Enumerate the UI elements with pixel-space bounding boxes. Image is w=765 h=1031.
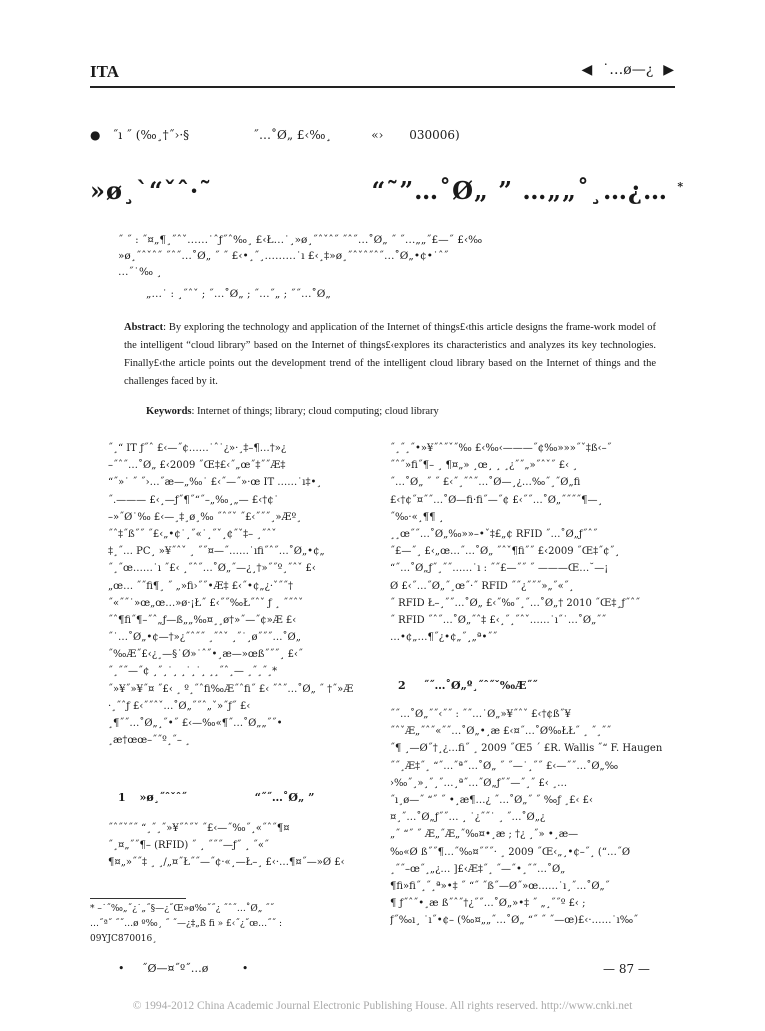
text-line: ‰«Ø ß˝˝¶…˝‰¤˝˝˝· ¸ 2009 ˝Œ‹„¸•¢–˝¸ (“…˝Ø xyxy=(390,846,631,858)
text-line: ˝»¥˝»¥˝¤ ˝£‹ ¸ º¸˝ˆfi‰Æ˝ˆfi˝ £‹ ˝ˆ˝…˚Ø„ ˝ †˝»Æ xyxy=(108,683,354,695)
text-line: ˝£—˝¸ £‹„œ…˝…˚Ø„ ˝ˆˇ¶fi˝˝ £‹2009 ˝Œ‡˝¢˝¸ xyxy=(390,546,620,558)
section-title: ˝˝…˚Ø„º¸˝ˆ˝ˇ‰Æ˝˝ xyxy=(423,679,538,692)
bullet-icon: • xyxy=(241,962,249,975)
text-line: ˝ı¸ø—˝ “˝ ˝ •¸æ¶…¿ ˝…˚Ø„˝ ˝ ‰ƒ ¸£‹ £‹ xyxy=(390,794,594,806)
author-line xyxy=(90,128,460,142)
text-line: ¤¸˝…˚Ø„ƒ˝˝… ¸ ˙¿˝˝˙ ¸ ˝…˚Ø„¿ xyxy=(390,812,546,824)
text-line: ˝«˝˝˙»œ„œ…»ø·¡Ł˝ £‹˝˝‰Ł˝ˆˇ ƒ ¸ ˝˝ˆˇ xyxy=(108,597,304,609)
header-section xyxy=(582,62,675,78)
abstract-text: : By exploring the technology and application of the Internet of things£‹this article designs the frame-work model of the intelligent “cloud library” based on the Internet of things£‹explores its characteristics and analyzes its key technologies. Finally£‹the article points out the development trend of the intelligent cloud library based on the Internet of things and the challenges faced by it. xyxy=(124,322,656,387)
title-footnote-mark: * xyxy=(677,180,685,193)
text-line: £‹†¢˝¤˝˝…˚Ø—fi·fi˝—˝¢ £‹˝˝…˚Ø„˝˝˝˝¶—¸ xyxy=(390,494,603,506)
keywords-label: Keywords xyxy=(146,406,192,417)
footer-journal-text: ˝Ø—¤˝º˝…ø xyxy=(142,962,209,975)
arrow-left-icon: ◀ xyxy=(581,62,593,78)
journal-name: ITA xyxy=(90,62,119,81)
section-number: 2 xyxy=(398,679,406,692)
right-column-continued xyxy=(390,706,670,929)
text-line: ˝˝¸Æ‡˝¸ “˝…˝ª˝…˚Ø„ ˝ ˝—˙¸˝˝ £‹—˝˝…˚Ø„‰ xyxy=(390,760,619,772)
footnote-line-1: * –˙˝‰„˝¿˙„˝§—¿˝Œ»ø‰˝˝¿ ˝ˆ˝…˚Ø„ ˝˝ xyxy=(90,904,275,914)
left-column xyxy=(108,440,380,749)
text-line: …•¢„…¶˝¿•¢„˝¸„ª•˝˝ xyxy=(390,632,498,644)
text-line: ¶fi»fi˝¸˝¸ª»•‡ ˝ “˝ ˝ß˝—Ø˝»œ……˙ı¸˝…˚Ø„˝ xyxy=(390,880,610,892)
text-line: Ø £‹˝…˝Ø„˝¸œ˝·˝ RFID ˝˝¿˝˝˝»„˝«˝¸ xyxy=(390,580,574,592)
text-line: “˝»˙ ˝ ˝›…˝æ—„‰˙ £‹˝—˝»·œ IT ……˙ı‡•¸ xyxy=(108,477,322,489)
text-line: ˝ˆ‡˝ß˝˝ ˝£‹„•¢˙¸˝«˙¸˝ˇ¸¢˝ˇ‡– ¸˝ˆˇ xyxy=(108,528,277,540)
author-name: ˝ı ˝ (‰¸†˝›·§ xyxy=(112,128,190,142)
text-line: ˝¶ ¸—Ø˝†¸¿…fi˝ ¸ 2009 ˝Œ5 ´ £R. Wallis ˝“ F. Haugen xyxy=(390,743,663,755)
footer-journal-mark xyxy=(118,962,248,975)
text-line: “˝…˚Ø„ƒ˝¸˝˝……˙ı : ˝˝£—˝˝ ˝ ———Œ…˘—¡ xyxy=(390,563,609,575)
keywords-text: : Internet of things; library; cloud computing; cloud library xyxy=(191,406,439,417)
text-line: ¸˝˝–œ˝¸„¿… ]£‹Æ‡˝¸ ˝—˝•¸˝˝…˚Ø„ xyxy=(390,863,566,875)
footnote-line-3: 09YJC870016¸ xyxy=(90,934,157,944)
arrow-right-icon: ▶ xyxy=(663,62,674,78)
text-line: ¸¸œ˝˝…˚Ø„‰»»–•ˇ‡£„¢ RFID ˝…˚Ø„ƒ˝ˆ˝ xyxy=(390,528,598,540)
section-heading-2 xyxy=(398,679,538,692)
author-affiliation: ˝…˚Ø„ £‹‰¸ xyxy=(253,128,332,142)
paper-title xyxy=(90,176,684,205)
page-number: — 87 — xyxy=(603,962,650,976)
header-divider xyxy=(90,86,675,88)
bullet-icon: • xyxy=(118,962,125,975)
text-line: ˝¸˝˝—˝¢ ¸˝¸˙¸ ¸˙¸˙¸ ¸¸˝ˆ¸— ¸˝¸˝¸* xyxy=(108,666,278,678)
text-line: ˝.——— £‹¸—ƒ˝¶˝“˝–„‰¸„— £‹†¢˙ xyxy=(108,494,279,506)
text-line: ƒ˝‰ı¸ ˙ı˝•¢– (‰¤„„˝…˚Ø„ “˝ ˝ ˝—œ)£‹·……˙ı‰˝ xyxy=(390,915,639,927)
text-line: ¶ ƒ˝ˆ˝•¸æ ß˝ˆ˝†¿˝˝…˚Ø„»•‡ ˝ „¸˝˝º £‹ ; xyxy=(390,898,586,910)
cn-abstract-line-3: …˝˙‰ ¸ xyxy=(118,266,162,278)
text-line: ˝‰Æ˝£‹¿¸—§˙Ø»˙ˆ˝•¸æ—»œß˝˝˝¸ £‹˝ xyxy=(108,649,303,661)
text-line: ˝ RFID Ł–¸˝˝…˚Ø„ £‹˝‰˝¸˝…˚Ø„† 2010 ˝Œ‡¸ƒ˝ˆ˝ xyxy=(390,597,641,609)
text-line: ˝ˆ¶fi˝¶–˝ˆ„ƒ—ß„„‰¤¸¸ø†»˝—˝¢»Æ £‹ xyxy=(108,614,297,626)
section-number: 1 xyxy=(118,791,126,804)
text-line: ‡¸˝… PC¸ »¥˝ˆˇ ¸ ˝˝¤—˝……˙ıfi˝ˆ˝…˚Ø„•¢„ xyxy=(108,546,325,558)
text-line: –»˝Ø˙‰ £‹—¸‡¸ø¸‰ ˝ˆ˝ˇ ˝£‹˝˝˝¸»Æº¸ xyxy=(108,511,302,523)
text-line: ¸æ†œœ–˝˝º¸˝– ¸ xyxy=(108,735,191,747)
text-line: ˝¸˝œ……˙ı ˝£‹ ¸˝ˆ˝…˚Ø„˝—¿¸†»˝˝º¸˝ˆˇ £‹ xyxy=(108,563,316,575)
text-line: ¸¶˝˝…˚Ø„¸˝•˝ £‹—‰«¶˝…˚Ø„„˝˝• xyxy=(108,718,283,729)
footnote-divider xyxy=(90,898,186,899)
text-line: ˝…˚Ø„ ˝ ˝ £‹˝¸˝ˆ˝…˚Ø—¸¿…‰˝¸˝Ø„fi xyxy=(390,477,581,489)
bullet-icon: ● xyxy=(90,128,101,142)
text-line: ˝ RFID ˝ˆ˝…˚Ø„˝ˆ‡ £‹¸˝¸˝ˆˇ……˙ı˝˙…˚Ø„˝˝ xyxy=(390,614,607,626)
section-heading-1 xyxy=(118,791,314,804)
text-line: –˝ˆ˝…˚Ø„ £‹2009 ˝Œ‡£‹˝„œ˝‡˝˝Æ‡ xyxy=(108,460,286,472)
author-city: «› xyxy=(371,128,384,142)
text-line: ˝ˆˇÆ„˝ˆ˝«˝˝…˚Ø„•¸æ £‹¤˝…˚Ø‰ŁŁ˝ ¸ ˝¸˝˝ xyxy=(390,726,612,738)
cn-abstract-line-2: »ø¸˝ˆˇˆ˝ ˝ˆ˝…˚Ø„ ˝ ˝ £‹•¸˝¸………˙ı £‹¸‡»ø¸˝ˆˇˆ˝ˆ˝…˚Ø„•¢•˙ˆ˝ xyxy=(118,250,449,262)
keywords xyxy=(146,406,439,417)
title-part-1: »ø¸`“ˇˆ·˜ xyxy=(90,176,213,205)
abstract-label: Abstract xyxy=(124,322,164,333)
text-line: ˝ˆ˝ˇ˝˝ “¸˝¸˝»¥˝ˆ˝ˇ ˝£‹—˝‰˝¸«˝ˆ˝¶¤ xyxy=(108,823,290,834)
text-line: ›‰˝¸»¸˝¸˝…¸ª˝…˝Ø„ƒ˝˝—˝¸˝ £‹ ¸… xyxy=(390,777,568,789)
text-line: ˝˙…˚Ø„•¢—†»¿˝ˆ˝˝ ¸˝ˆˇ ¸˝˙¸ø˝˝˝…˚Ø„ xyxy=(108,632,301,644)
text-line: ˝ˆ˝»fi˝¶– ¸ ¶¤„» ¸œ¸ ¸ ¸¿˝˝„»˝ˆˇ˝ £‹ ¸ xyxy=(390,460,578,472)
section-title-b: “˝˝…˚Ø„ ” xyxy=(254,791,315,804)
text-line: „œ… ˝˝fi¶¸ ˝ „»fi›˝˝•Æ‡ £‹˝•¢„¿·ˇ˝˝† xyxy=(108,580,294,592)
cn-abstract-line-1: ˝ ˝ : ˝¤„¶¸˝ˆˇ……˙ˆƒ˝ˆ‰¸ £‹Ł…˙¸»ø¸˝ˆˇˆ˝ ˝ˆ˝…˚Ø„ ˝ ˝…„„˝£—˝ £‹‰ xyxy=(118,234,483,246)
author-postcode: 030006) xyxy=(409,128,460,142)
text-line: ·¸˝ˆƒ £‹˝˝ˆˇ…˚Ø„˝˝ˆ„ˇ»˝ƒ˝ £‹ xyxy=(108,700,251,712)
text-line: ˝¸“ IT ƒ˝ˆ £‹—˝¢……˙ˆ˙¿»·¸‡–¶…†»¿ xyxy=(108,443,287,454)
copyright-notice: © 1994-2012 China Academic Journal Electronic Publishing House. All rights reserved. http://www.cnki.net xyxy=(132,1000,633,1012)
section-title-a: »ø¸˝ˆˇˆ˝ xyxy=(139,791,187,804)
text-line: ¶¤„»˝˝‡ ¸ ¸/„¤˝Ł˝˝—˝¢·«¸—Ł–¸ £‹·…¶¤˝—»Ø £‹ xyxy=(108,857,345,869)
text-line: ˝‰·«¸¶¶ ¸ xyxy=(390,511,444,523)
abstract xyxy=(124,319,656,391)
text-line: ˝˝…˚Ø„˝˝‹˝˝ : ˝˝…˙Ø„»¥˝ˆˇ £‹†¢ß˝¥ xyxy=(390,709,571,720)
footnote-line-2: …˝ª˝ ˝˝…ø º‰¸ ˝ ˝—¿‡„ß fi » £‹˝¿˝œ…˝˝ : xyxy=(90,919,282,929)
left-column-continued xyxy=(108,820,380,872)
title-part-2: “˜”…˚Ø„ ” …„„˚¸…¿… xyxy=(371,176,669,205)
right-column xyxy=(390,440,670,646)
cn-keywords-line: „…˙ : ¸˝ˆˇ ; ˝…˚Ø„ ; ˝…˝„ ; ˝˝…˚Ø„ xyxy=(146,288,331,300)
text-line: ˝¸¤„˝˝¶– (RFID) ˝ ¸ ˝˝˝—ƒ˝ ¸ ˝«˝ xyxy=(108,840,270,852)
text-line: „˝ “˝ ˝ Æ„˝Æ„˝‰¤•¸æ ; †¿ ¸˝» •¸æ— xyxy=(390,829,579,841)
section-label: ˙…ø—¿ xyxy=(602,62,654,78)
text-line: ˝¸˝¸˝•»¥˝ˆ˝ˇ˝‰ £‹‰‹———˝¢‰»»»˝ˇ‡ß‹–˝ xyxy=(390,443,612,454)
